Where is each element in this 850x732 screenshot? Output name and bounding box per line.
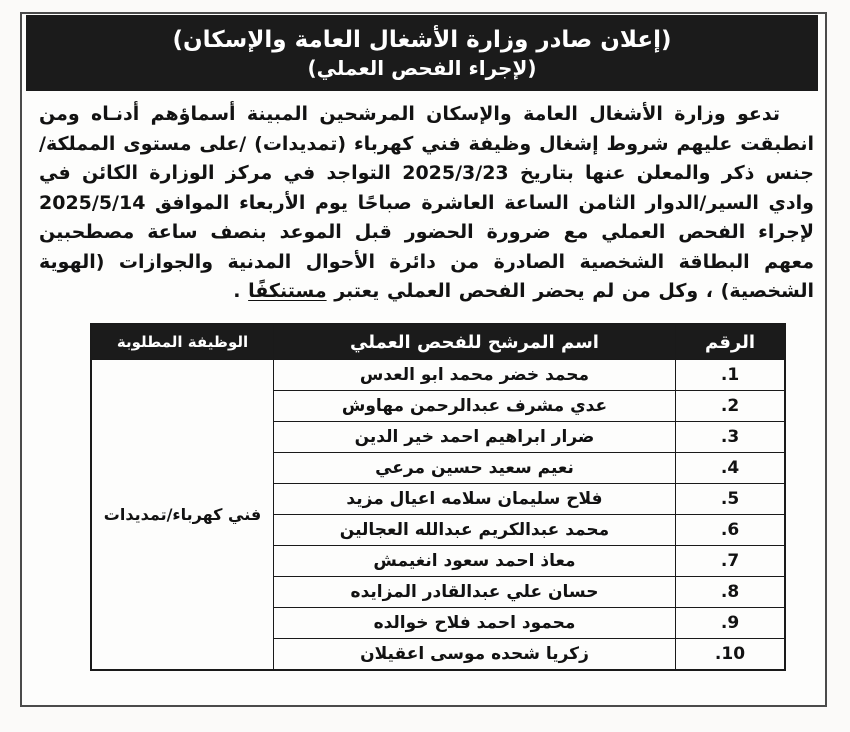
candidate-name: محمد عبدالكريم عبدالله العجالين bbox=[274, 515, 676, 546]
ad-subtitle: (لإجراء الفحص العملي) bbox=[307, 55, 537, 80]
ad-title: (إعلان صادر وزارة الأشغال العامة والإسكان) bbox=[172, 26, 672, 53]
candidate-name: محمد خضر محمد ابو العدس bbox=[274, 360, 676, 391]
table-body bbox=[91, 360, 785, 671]
table-row bbox=[91, 360, 785, 391]
row-number: 4. bbox=[676, 453, 786, 484]
table-header bbox=[91, 324, 785, 360]
candidate-name: عدي مشرف عبدالرحمن مهاوش bbox=[274, 391, 676, 422]
row-number: 5. bbox=[676, 484, 786, 515]
header-candidate-name: اسم المرشح للفحص العملي bbox=[274, 324, 676, 360]
candidate-name: معاذ احمد سعود انغيمش bbox=[274, 546, 676, 577]
underlined-word: مستنكفًا bbox=[248, 280, 327, 302]
announcement-paragraph bbox=[39, 100, 814, 307]
candidate-name: زكريا شحده موسى اعقيلان bbox=[274, 639, 676, 671]
row-number: 9. bbox=[676, 608, 786, 639]
required-job-cell: فني كهرباء/تمديدات bbox=[91, 360, 274, 671]
header-required-job: الوظيفة المطلوبة bbox=[91, 324, 274, 360]
header-number: الرقم bbox=[676, 324, 786, 360]
paragraph-trailing-punctuation: . bbox=[233, 280, 249, 302]
row-number: 8. bbox=[676, 577, 786, 608]
row-number: 2. bbox=[676, 391, 786, 422]
row-number: 6. bbox=[676, 515, 786, 546]
candidate-name: ضرار ابراهيم احمد خير الدين bbox=[274, 422, 676, 453]
candidate-name: فلاح سليمان سلامه اعيال مزيد bbox=[274, 484, 676, 515]
row-number: 10. bbox=[676, 639, 786, 671]
paragraph-main-text: تدعو وزارة الأشغال العامة والإسكان المرشحين المبينة أسماؤهم أدنـاه ومن انطبقت عليهم شروط إشغال وظيفة فني كهرباء (تمديدات) /على مستوى المملكة/جنس ذكر والمعلن عنها بتاريخ 2025/3/23 التواجد في مركز الوزارة الكائن في وادي السير/الدوار الثامن الساعة العاشرة صباحًا يوم الأربعاء الموافق 2025/5/14 لإجراء الفحص العملي مع ضرورة الحضور قبل الموعد بنصف ساعة مصطحبين معهم البطاقة الشخصية الصادرة من دائرة الأحوال المدنية والجوازات (الهوية الشخصية) ، وكل من لم يحضر الفحص العملي يعتبر bbox=[39, 103, 814, 302]
table-header-row bbox=[91, 324, 785, 360]
row-number: 7. bbox=[676, 546, 786, 577]
candidate-name: نعيم سعيد حسين مرعي bbox=[274, 453, 676, 484]
row-number: 3. bbox=[676, 422, 786, 453]
ad-frame bbox=[20, 12, 827, 707]
candidate-name: حسان علي عبدالقادر المزايده bbox=[274, 577, 676, 608]
candidates-table bbox=[90, 323, 786, 671]
row-number: 1. bbox=[676, 360, 786, 391]
ad-title-bar bbox=[26, 15, 818, 91]
candidate-name: محمود احمد فلاح خوالده bbox=[274, 608, 676, 639]
